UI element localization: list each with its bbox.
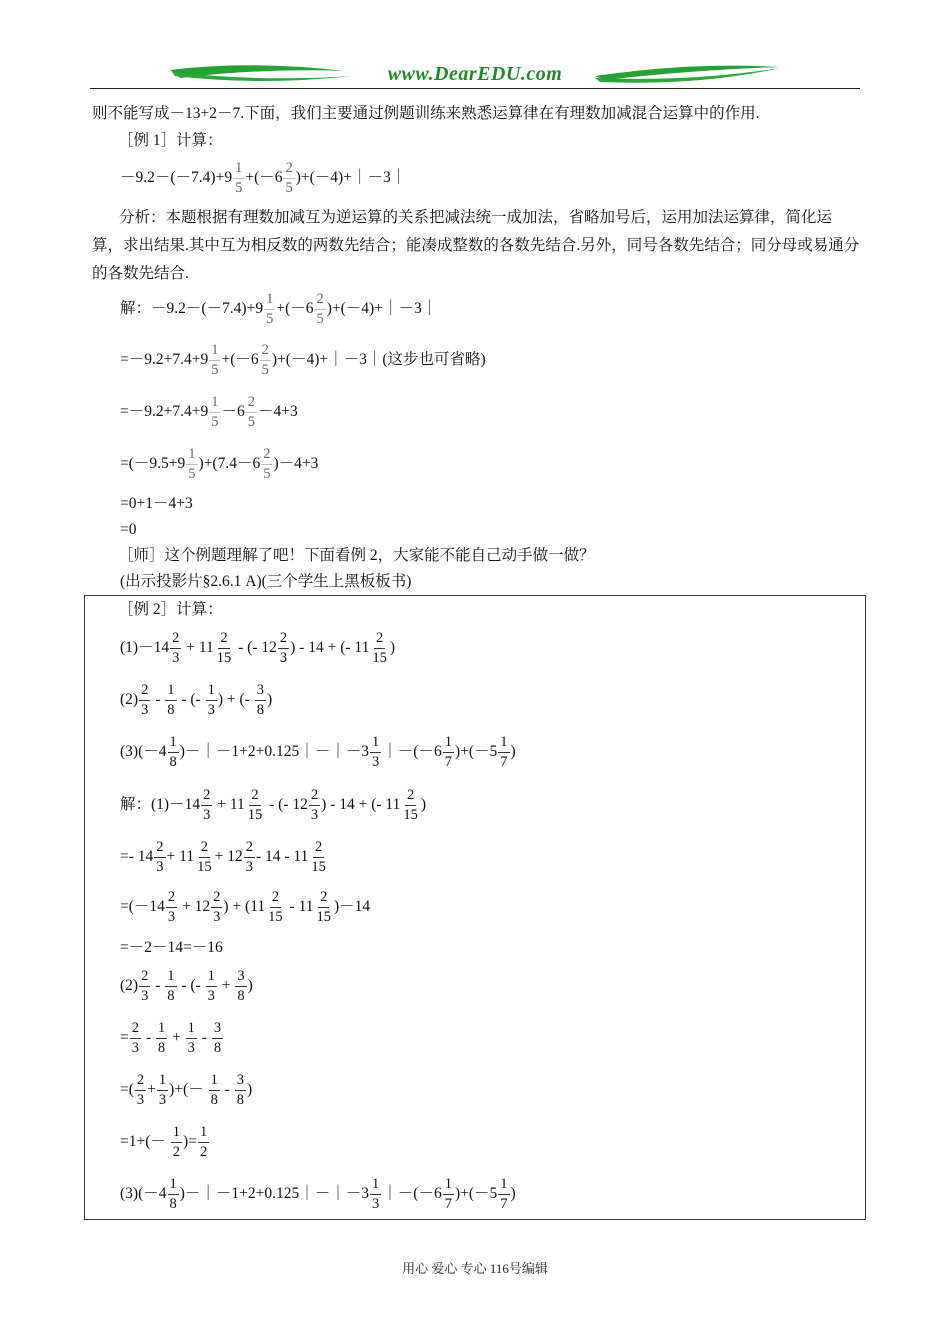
example1-analysis: 分析：本题根据有理数加减互为逆运算的关系把减法统一成加法，省略加号后，运用加法运算律，简化运算，求出结果.其中互为相反数的两数先结合；能凑成整数的各数先结合.另外，同号各数先结合；同分母或易通分的各数先结合.	[92, 209, 860, 282]
solution2-2-step3: =( $\frac{2}{3}$ + $\frac{1}{3}$ )+(－ $\frac{1}{8}$ - $\frac{3}{8}$ )	[120, 1071, 253, 1108]
fraction: $\frac{2}{3}$	[141, 681, 149, 718]
projection-note: (出示投影片§2.6.1 A)(三个学生上黑板板书)	[120, 573, 412, 590]
fraction: $\frac{1}{8}$	[169, 733, 177, 770]
solution2-2-step1: (2) $\frac{2}{3}$ - $\frac{1}{8}$ - (- $\frac{1}{3}$ + $\frac{3}{8}$ )	[120, 967, 253, 1004]
fraction: $\frac{2}{3}$	[136, 1071, 145, 1108]
site-header	[90, 56, 860, 96]
solution2-3-step1: (3)(－4 $\frac{1}{8}$ )－｜－1+2+0.125｜－｜－3 $\frac{1}{3}$ ｜－(－6 $\frac{1}{7}$ )+(－5 $\frac{1}{7}$ )	[120, 1175, 516, 1212]
fraction: $\frac{1}{5}$	[211, 393, 219, 430]
fraction: $\frac{2}{15}$	[311, 838, 326, 875]
fraction: $\frac{2}{3}$	[213, 888, 221, 925]
fraction: $\frac{2}{5}$	[263, 445, 271, 482]
example1-expression: －9.2－(－7.4)+9 $\frac{1}{5}$ +(－6 $\frac{2}{5}$ )+(－4)+｜－3｜	[120, 159, 407, 196]
solution1-line6: =0	[120, 521, 137, 538]
fraction: $\frac{2}{5}$	[247, 393, 255, 430]
fraction: $\frac{2}{15}$	[197, 838, 212, 875]
fraction: $\frac{2}{15}$	[403, 786, 418, 823]
solution2-1-step4: =－2－14=－16	[120, 939, 223, 956]
fraction: $\frac{1}{8}$	[157, 1019, 166, 1056]
fraction: $\frac{1}{7}$	[444, 1175, 452, 1212]
fraction: $\frac{1}{5}$	[235, 159, 243, 196]
solution2-1-step1: 解：(1)－14 $\frac{2}{3}$ + 11 $\frac{2}{15}$ - (- 12 $\frac{2}{3}$ ) - 14 + (- 11 $\frac{2}{15}$ )	[120, 786, 426, 823]
fraction: $\frac{2}{3}$	[245, 838, 253, 875]
fraction: $\frac{2}{3}$	[172, 629, 180, 666]
fraction: $\frac{2}{5}$	[285, 159, 293, 196]
fraction: $\frac{2}{3}$	[167, 888, 176, 925]
fraction: $\frac{1}{3}$	[207, 967, 215, 1004]
fraction: $\frac{1}{5}$	[266, 290, 274, 327]
fraction: $\frac{1}{3}$	[372, 733, 380, 770]
fraction: $\frac{3}{8}$	[256, 681, 264, 718]
example2-problem2: (2) $\frac{2}{3}$ - $\frac{1}{8}$ - (- $\frac{1}{3}$ ) + (- $\frac{3}{8}$ )	[120, 681, 273, 718]
fraction: $\frac{1}{8}$	[167, 967, 175, 1004]
fraction: $\frac{2}{15}$	[268, 888, 283, 925]
fraction: $\frac{1}{3}$	[158, 1071, 167, 1108]
fraction: $\frac{3}{8}$	[237, 967, 245, 1004]
example2-label: ［例 2］计算：	[118, 601, 223, 618]
fraction: $\frac{1}{7}$	[500, 733, 508, 770]
fraction: $\frac{1}{3}$	[372, 1175, 380, 1212]
teacher-remark: ［师］这个例题理解了吧！下面看例 2，大家能不能自己动手做一做？	[118, 547, 595, 564]
fraction: $\frac{2}{15}$	[372, 629, 387, 666]
solution2-2-step2: = $\frac{2}{3}$ - $\frac{1}{8}$ + $\frac{1}{3}$ - $\frac{3}{8}$	[120, 1019, 222, 1056]
header-rule	[90, 88, 860, 89]
fraction: $\frac{1}{7}$	[500, 1175, 508, 1212]
fraction: $\frac{2}{3}$	[156, 838, 164, 875]
fraction: $\frac{1}{3}$	[187, 1019, 195, 1056]
fraction: $\frac{2}{5}$	[261, 341, 269, 378]
fraction: $\frac{2}{3}$	[279, 629, 288, 666]
intro-line: 则不能写成－13+2－7.下面，我们主要通过例题训练来熟悉运算律在有理数加减混合运算中的作用.	[92, 105, 760, 122]
page-footer: 用心 爱心 专心 116号编辑	[402, 1261, 548, 1276]
fraction: $\frac{1}{3}$	[207, 681, 215, 718]
fraction: $\frac{1}{8}$	[210, 1071, 218, 1108]
example2-problem1: (1)－14 $\frac{2}{3}$ + 11 $\frac{2}{15}$ - (- 12 $\frac{2}{3}$ ) - 14 + (- 11 $\frac{2}{15}$ )	[120, 629, 395, 666]
example2-problem3: (3)(－4 $\frac{1}{8}$ )－｜－1+2+0.125｜－｜－3 $\frac{1}{3}$ ｜－(－6 $\frac{1}{7}$ )+(－5 $\frac{1}{7}$ )	[120, 733, 516, 770]
fraction: $\frac{1}{8}$	[169, 1175, 177, 1212]
solution1-line5: =0+1－4+3	[120, 495, 193, 512]
note-optional: (这步也可省略)	[382, 351, 486, 368]
fraction: $\frac{1}{7}$	[444, 733, 452, 770]
fraction: $\frac{1}{5}$	[188, 445, 196, 482]
fraction: $\frac{2}{3}$	[310, 786, 319, 823]
solution1-line4: =(－9.5+9 $\frac{1}{5}$ )+(7.4－6 $\frac{2}{5}$ )－4+3	[120, 445, 319, 482]
fraction: $\frac{2}{3}$	[141, 967, 149, 1004]
fraction: $\frac{2}{3}$	[203, 786, 211, 823]
fraction: $\frac{3}{8}$	[236, 1071, 245, 1108]
example1-label: ［例 1］计算：	[118, 132, 223, 149]
solution1-line2: =－9.2+7.4+9 $\frac{1}{5}$ +(－6 $\frac{2}{5}$ )+(－4)+｜－3｜ (这步也可省略)	[120, 340, 486, 380]
solution1-line1: 解：－9.2－(－7.4)+9 $\frac{1}{5}$ +(－6 $\frac{2}{5}$ )+(－4)+｜－3｜	[120, 290, 438, 327]
fraction: $\frac{1}{2}$	[199, 1123, 208, 1160]
fraction: $\frac{2}{5}$	[316, 290, 324, 327]
solution2-1-step2: =- 14 $\frac{2}{3}$ + 11 $\frac{2}{15}$ + 12 $\frac{2}{3}$ - 14 - 11 $\frac{2}{15}$	[120, 838, 326, 875]
fraction: $\frac{2}{15}$	[216, 629, 232, 666]
fraction: $\frac{3}{8}$	[213, 1019, 222, 1056]
solution1-line3: =－9.2+7.4+9 $\frac{1}{5}$ －6 $\frac{2}{5}$ －4+3	[120, 393, 298, 430]
site-url: www.DearEDU.com	[387, 63, 563, 85]
fraction: $\frac{1}{2}$	[172, 1123, 181, 1160]
fraction: $\frac{2}{3}$	[131, 1019, 139, 1056]
fraction: $\frac{2}{15}$	[316, 888, 331, 925]
fraction: $\frac{1}{5}$	[211, 341, 219, 378]
fraction: $\frac{2}{15}$	[247, 786, 263, 823]
fraction: $\frac{1}{8}$	[167, 681, 175, 718]
solution2-1-step3: =(－14 $\frac{2}{3}$ + 12 $\frac{2}{3}$ ) + (11 $\frac{2}{15}$ - 11 $\frac{2}{15}$ )－14	[120, 888, 371, 925]
solution2-2-step4: =1+(－ $\frac{1}{2}$ )= $\frac{1}{2}$	[120, 1123, 208, 1160]
